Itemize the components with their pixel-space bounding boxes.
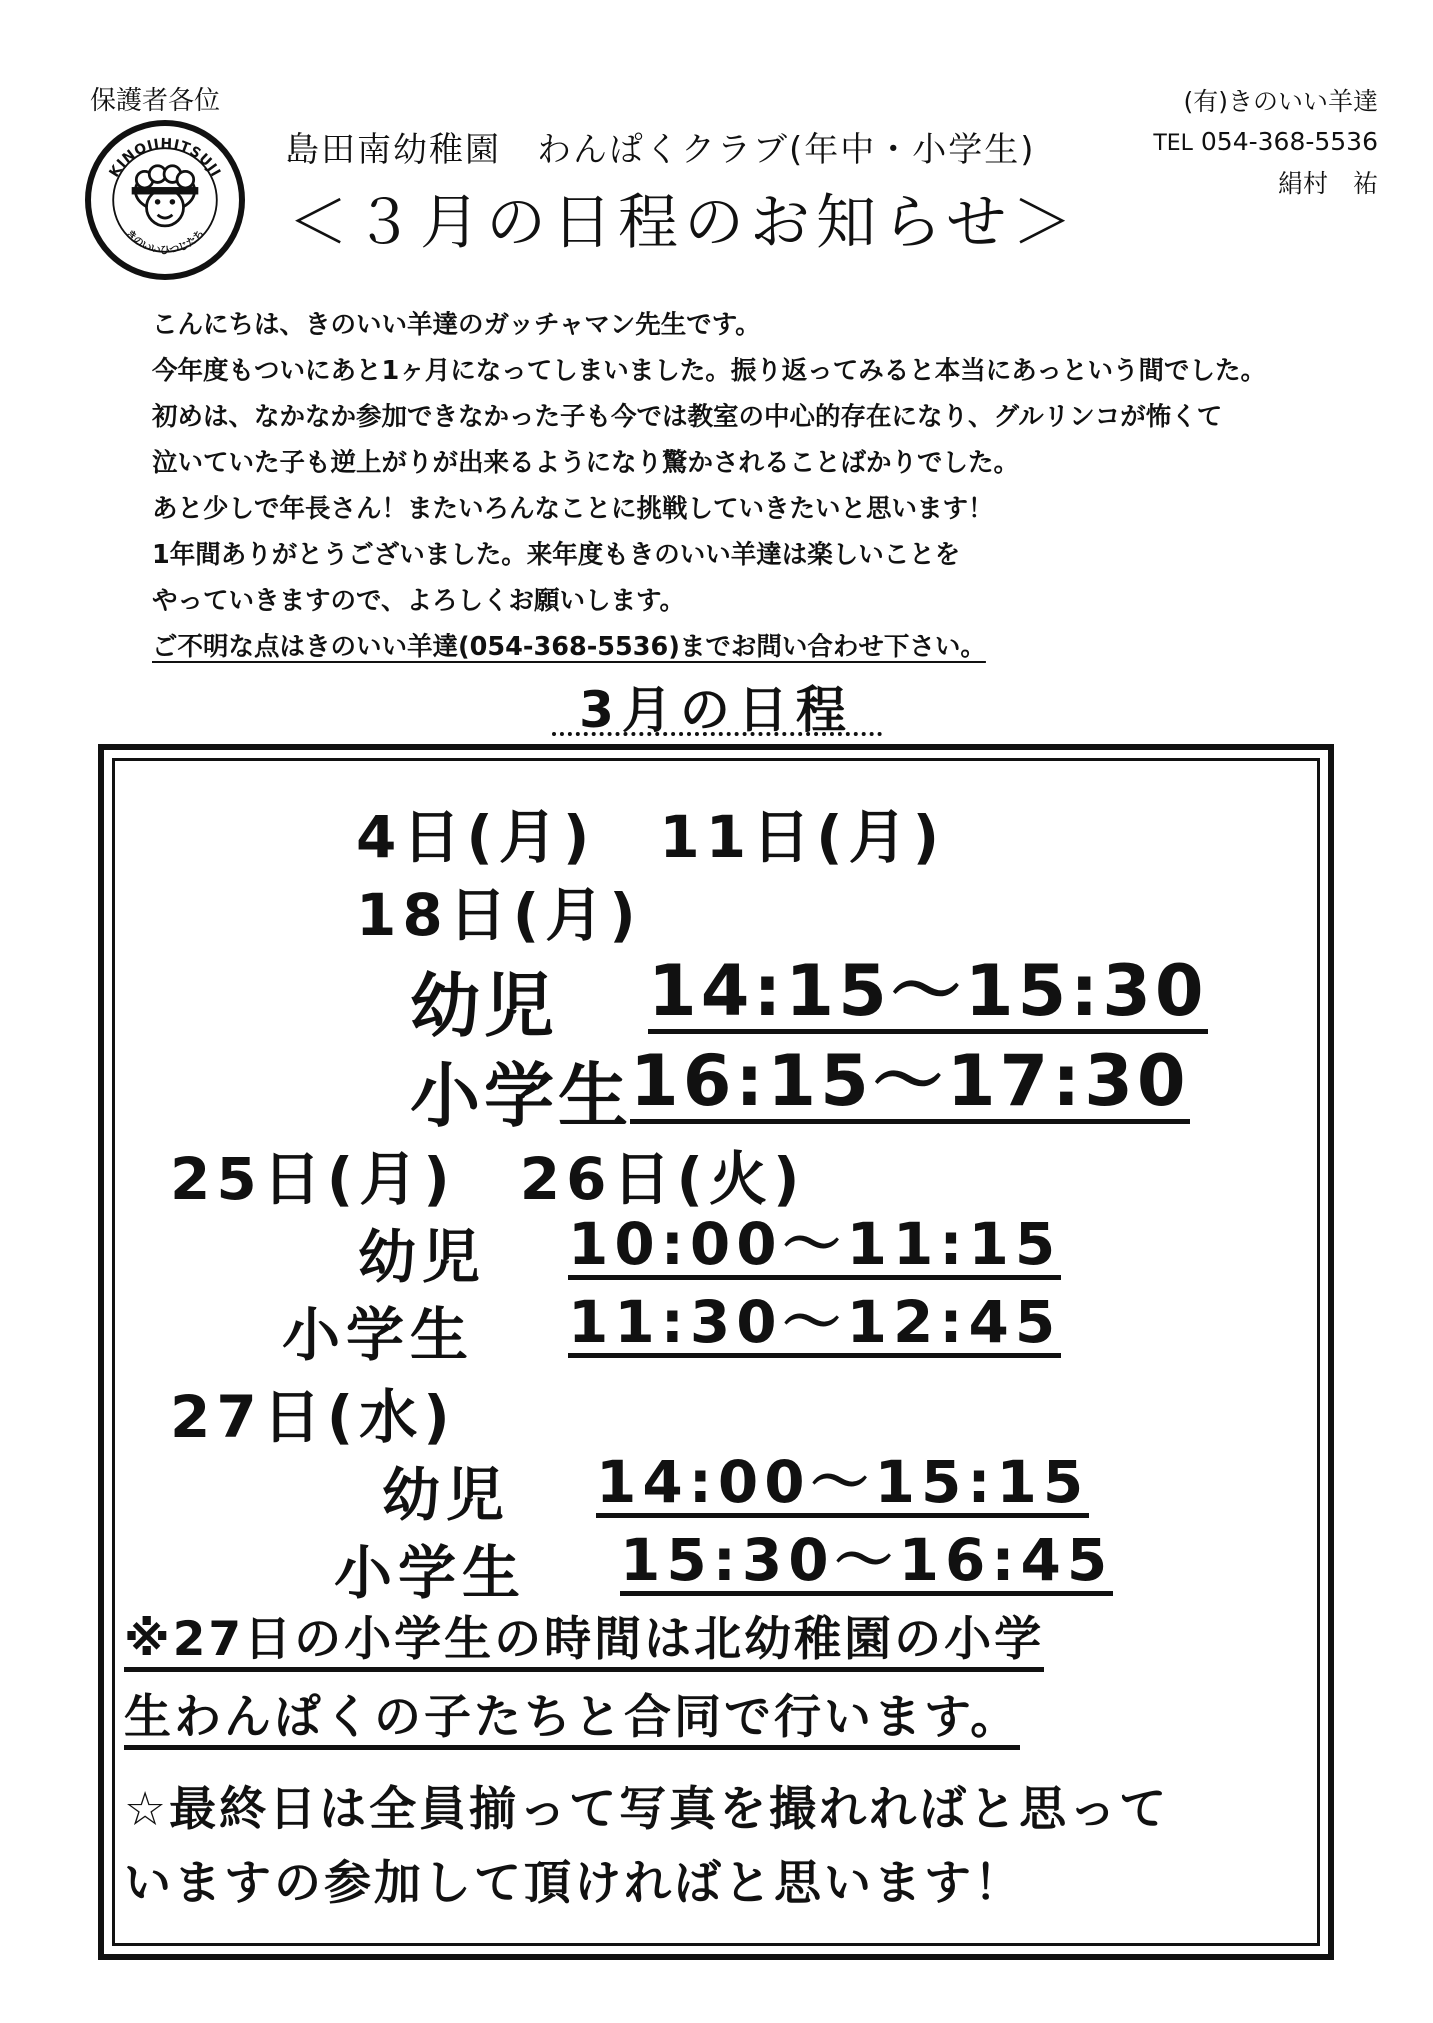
- schedule-heading-underline: [552, 732, 882, 736]
- tel-number: 054-368-5536: [1200, 127, 1378, 156]
- block1-dates-line2: 18日(月): [356, 881, 642, 949]
- block3-student-label: 小学生: [334, 1539, 527, 1607]
- sheep-logo-icon: [91, 126, 239, 274]
- intro-message: [152, 302, 1266, 670]
- block2-dates: 25日(月) 26日(火): [170, 1145, 806, 1213]
- note1-line2: 生わんぱくの子たちと合同で行います。: [124, 1691, 1020, 1750]
- block3-dates: 27日(水): [170, 1383, 456, 1451]
- intro-line: やっていきますので、よろしくお願いします。: [152, 586, 685, 616]
- note2-line2: いますの参加して頂ければと思います！: [124, 1856, 1024, 1911]
- block3-child-time: 14:00～15:15: [596, 1448, 1090, 1516]
- block1-child-label: 幼児: [410, 965, 558, 1047]
- intro-line: 初めは、なかなか参加できなかった子も今では教室の中心的存在になり、グルリンコが怖くて: [152, 402, 1223, 432]
- svg-text:KINOIIHITSUJI: KINOIIHITSUJI: [106, 136, 224, 181]
- kinoiihitsuji-logo: [85, 120, 245, 280]
- block3-child-label: 幼児: [382, 1461, 511, 1529]
- intro-line: 1年間ありがとうございました。来年度もきのいい羊達は楽しいことを: [152, 540, 961, 570]
- addressee: 保護者各位: [90, 86, 221, 116]
- block1-student-time: 16:15～17:30: [630, 1040, 1190, 1122]
- intro-line: 泣いていた子も逆上がりが出来るようになり驚かされることばかりでした。: [152, 448, 1020, 478]
- page-title: ＜３月の日程のお知らせ＞: [288, 188, 1079, 258]
- block1-dates-line1: 4日(月) 11日(月): [356, 803, 946, 871]
- intro-line: 今年度もついにあと1ヶ月になってしまいました。振り返ってみると本当にあっという間でした。: [152, 356, 1266, 386]
- company-name: (有)きのいい羊達: [1183, 87, 1378, 116]
- note1-line1: ※27日の小学生の時間は北幼稚園の小学: [124, 1613, 1044, 1672]
- intro-line: こんにちは、きのいい羊達のガッチャマン先生です。: [152, 310, 761, 340]
- note2-line1: ☆最終日は全員揃って写真を撮れればと思って: [124, 1782, 1170, 1837]
- contact-person: 絹村 祐: [1277, 169, 1378, 198]
- svg-text:きのいいひつじたち: きのいいひつじたち: [123, 228, 207, 257]
- block2-student-time: 11:30～12:45: [568, 1288, 1062, 1356]
- contact-line: ご不明な点はきのいい羊達(054-368-5536)までお問い合わせ下さい。: [152, 632, 986, 662]
- block3-student-time: 15:30～16:45: [620, 1526, 1114, 1594]
- company-info: [1153, 82, 1378, 204]
- tel-label: TEL: [1153, 131, 1193, 156]
- schedule-heading: 3月の日程: [579, 681, 854, 739]
- kindergarten-club-line: 島田南幼稚園 わんぱくクラブ(年中・小学生): [285, 130, 1036, 170]
- block2-child-label: 幼児: [358, 1223, 487, 1291]
- intro-line: あと少しで年長さん！またいろんなことに挑戦していきたいと思います！: [152, 494, 994, 524]
- block1-student-label: 小学生: [410, 1055, 632, 1137]
- company-tel: [1153, 122, 1378, 164]
- block1-child-time: 14:15～15:30: [648, 950, 1208, 1032]
- block2-child-time: 10:00～11:15: [568, 1210, 1062, 1278]
- block2-student-label: 小学生: [282, 1301, 475, 1369]
